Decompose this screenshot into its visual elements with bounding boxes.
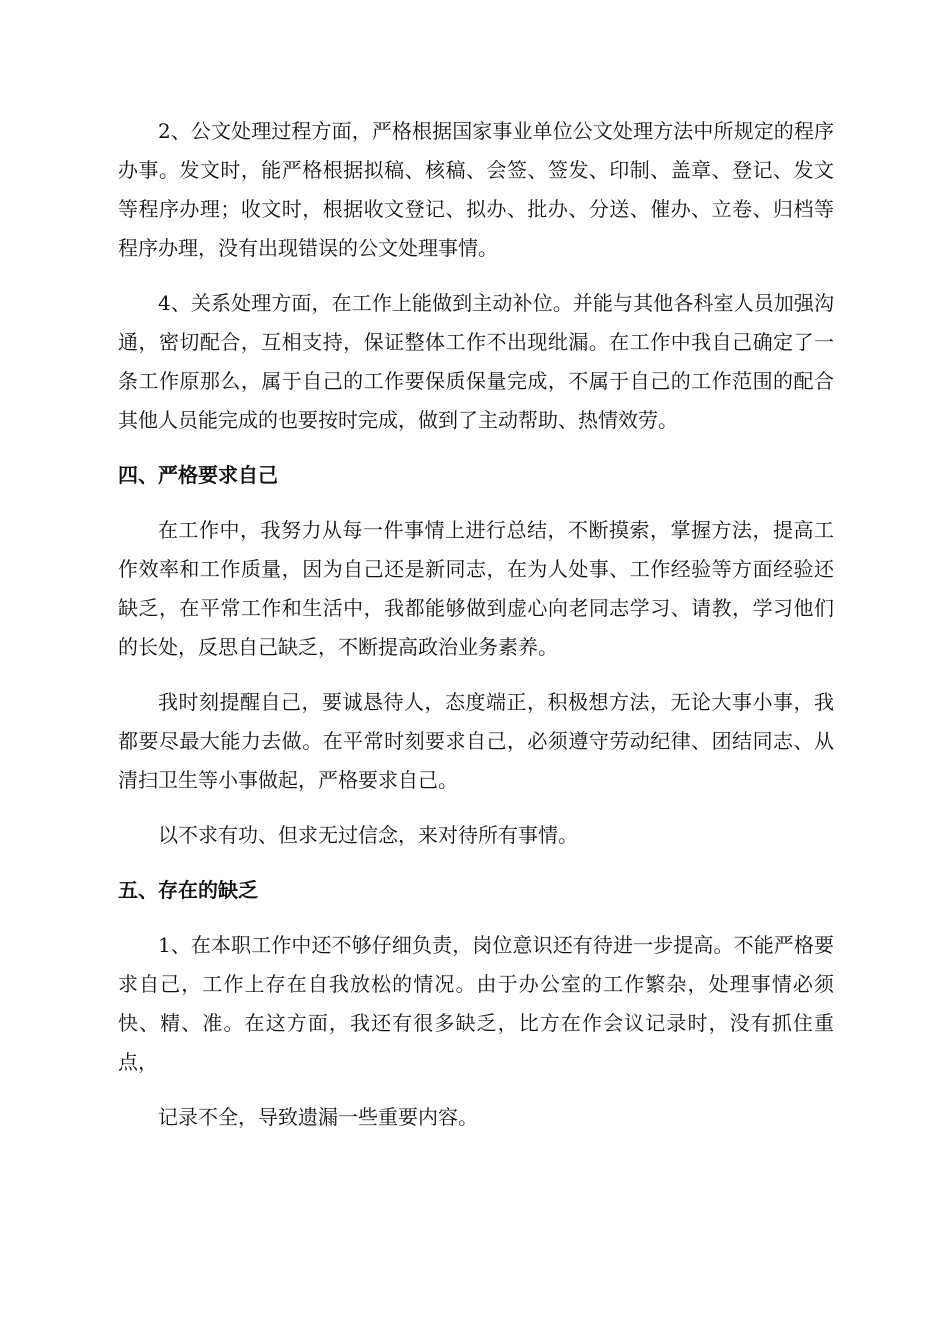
paragraph-shortcoming-1: 1、在本职工作中还不够仔细负责，岗位意识还有待进一步提高。不能严格要求自己，工作上存在自我放松的情况。由于办公室的工作繁杂，处理事情必须快、精、准。在这方面，我还有很多缺乏，比方在作会议记录时，没有抓住重点， xyxy=(118,933,834,1074)
paragraph-self-reminder: 我时刻提醒自己，要诚恳待人，态度端正，积极想方法，无论大事小事，我都要尽最大能力去做。在平常时刻要求自己，必须遵守劳动纪律、团结同志、从清扫卫生等小事做起，严格要求自己。 xyxy=(118,690,834,792)
document-page xyxy=(118,112,834,1153)
paragraph-attitude: 以不求有功、但求无过信念，来对待所有事情。 xyxy=(158,823,578,847)
paragraph-relationship-handling: 4、关系处理方面，在工作上能做到主动补位。并能与其他各科室人员加强沟通，密切配合，互相支持，保证整体工作不出现纰漏。在工作中我自己确定了一条工作原那么，属于自己的工作要保质保量完成，不属于自己的工作范围的配合其他人员能完成的也要按时完成，做到了主动帮助、热情效劳。 xyxy=(118,291,834,432)
paragraph-document-processing: 2、公文处理过程方面，严格根据国家事业单位公文处理方法中所规定的程序办事。发文时，能严格根据拟稿、核稿、会签、签发、印制、盖章、登记、发文等程序办理；收文时，根据收文登记、拟办、批办、分送、催办、立卷、归档等程序办理，没有出现错误的公文处理事情。 xyxy=(118,119,834,260)
paragraph-work-summary: 在工作中，我努力从每一件事情上进行总结，不断摸索，掌握方法，提高工作效率和工作质量，因为自己还是新同志，在为人处事、工作经验等方面经验还缺乏，在平常工作和生活中，我都能够做到虚心向老同志学习、请教，学习他们的长处，反思自己缺乏，不断提高政治业务素养。 xyxy=(118,518,834,659)
paragraph-shortcoming-1-continued: 记录不全，导致遗漏一些重要内容。 xyxy=(158,1105,478,1129)
section-heading-shortcomings: 五、存在的缺乏 xyxy=(118,878,258,902)
section-heading-strict-self-requirements: 四、严格要求自己 xyxy=(118,463,278,487)
